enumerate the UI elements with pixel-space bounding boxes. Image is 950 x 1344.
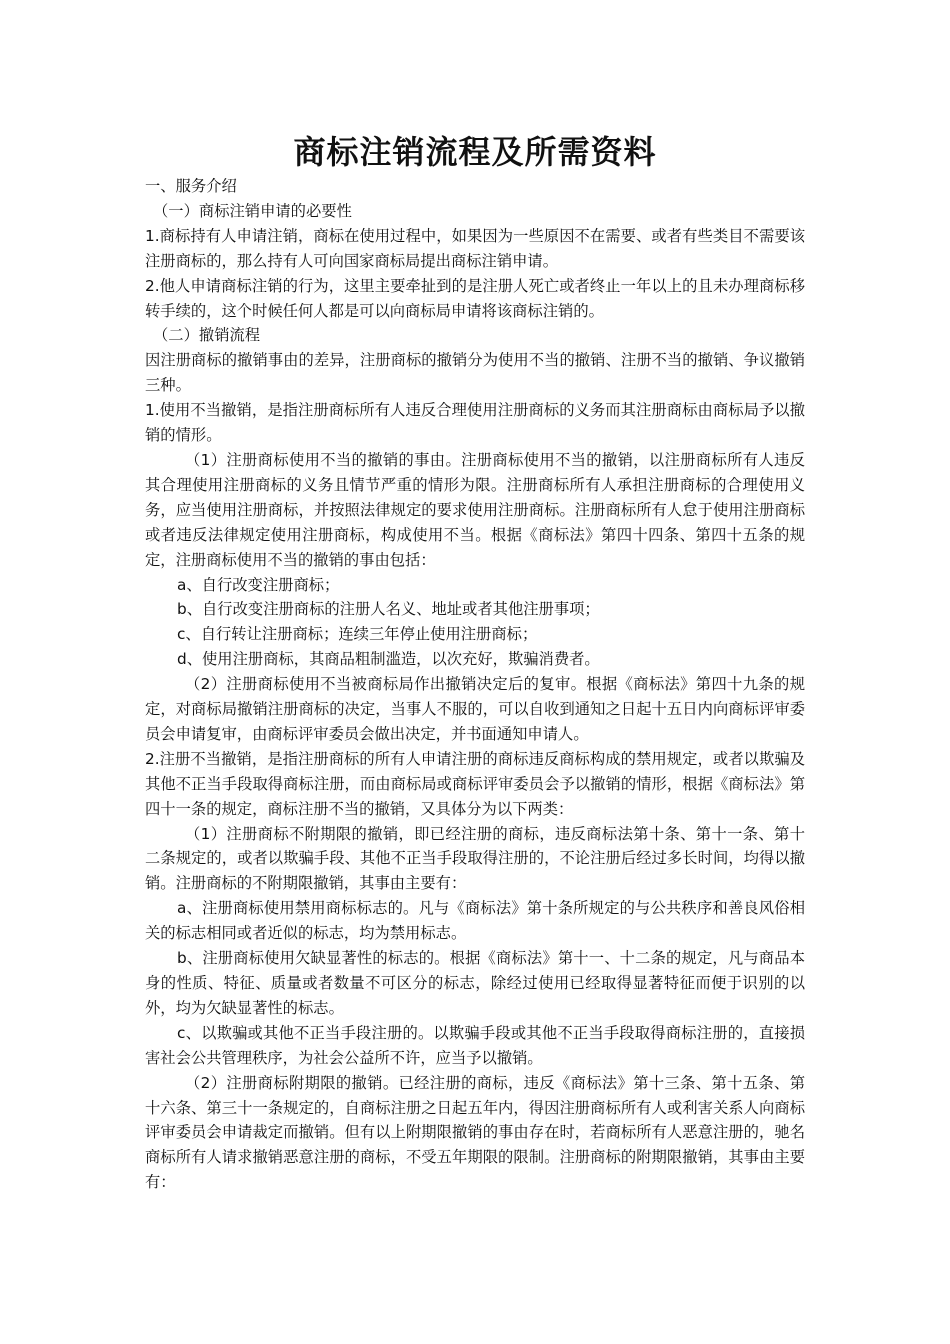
paragraph: 2.他人申请商标注销的行为，这里主要牵扯到的是注册人死亡或者终止一年以上的且未办理商标移转手续的，这个时候任何人都是可以向商标局申请将该商标注销的。: [145, 276, 805, 320]
paragraph: 2.注册不当撤销，是指注册商标的所有人申请注册的商标违反商标构成的禁用规定，或者以欺骗及其他不正当手段取得商标注册，而由商标局或商标评审委员会予以撤销的情形，根据《商标法》第四十一条的规定，商标注册不当的撤销，又具体分为以下两类：: [145, 749, 805, 818]
paragraph: 1.使用不当撤销，是指注册商标所有人违反合理使用注册商标的义务而其注册商标由商标局予以撤销的情形。: [145, 401, 805, 445]
subsection-heading: （二）撤销流程: [153, 326, 261, 345]
list-item: a、自行改变注册商标；: [177, 575, 340, 594]
list-item: d、使用注册商标，其商品粗制滥造，以次充好，欺骗消费者。: [177, 650, 600, 669]
subsection-heading: （一）商标注销申请的必要性: [153, 201, 352, 220]
list-item: a、注册商标使用禁用商标标志的。凡与《商标法》第十条所规定的与公共秩序和善良风俗相关的标志相同或者近似的标志，均为禁用标志。: [145, 899, 805, 943]
paragraph: 因注册商标的撤销事由的差异，注册商标的撤销分为使用不当的撤销、注册不当的撤销、争议撤销三种。: [145, 351, 805, 395]
paragraph: 1.商标持有人申请注销，商标在使用过程中，如果因为一些原因不在需要、或者有些类目不需要该注册商标的，那么持有人可向国家商标局提出商标注销申请。: [145, 226, 805, 270]
document-title: 商标注销流程及所需资料: [293, 133, 657, 171]
paragraph: （2）注册商标使用不当被商标局作出撤销决定后的复审。根据《商标法》第四十九条的规定，对商标局撤销注册商标的决定，当事人不服的，可以自收到通知之日起十五日内向商标评审委员会申请复审，由商标评审委员会做出决定，并书面通知申请人。: [145, 675, 805, 743]
list-item: c、以欺骗或其他不正当手段注册的。以欺骗手段或其他不正当手段取得商标注册的，直接损害社会公共管理秩序，为社会公益所不许，应当予以撤销。: [145, 1023, 805, 1067]
paragraph: （2）注册商标附期限的撤销。已经注册的商标，违反《商标法》第十三条、第十五条、第十六条、第三十一条规定的，自商标注册之日起五年内，得因注册商标所有人或利害关系人向商标评审委员会申请裁定而撤销。但有以上附期限撤销的事由存在时，若商标所有人恶意注册的，驰名商标所有人请求撤销恶意注册的商标，不受五年期限的限制。注册商标的附期限撤销，其事由主要有：: [145, 1073, 805, 1192]
section-heading: 一、服务介绍: [145, 177, 237, 195]
list-item: b、自行改变注册商标的注册人名义、地址或者其他注册事项；: [177, 600, 600, 619]
document-body: [145, 174, 805, 1195]
list-item: c、自行转让注册商标；连续三年停止使用注册商标；: [177, 625, 538, 644]
paragraph: （1）注册商标使用不当的撤销的事由。注册商标使用不当的撤销，以注册商标所有人违反其合理使用注册商标的义务且情节严重的情形为限。注册商标所有人承担注册商标的合理使用义务，应当使用注册商标，并按照法律规定的要求使用注册商标。注册商标所有人怠于使用注册商标或者违反法律规定使用注册商标，构成使用不当。根据《商标法》第四十四条、第四十五条的规定，注册商标使用不当的撤销的事由包括：: [145, 450, 805, 569]
list-item: b、注册商标使用欠缺显著性的标志的。根据《商标法》第十一、十二条的规定，凡与商品本身的性质、特征、质量或者数量不可区分的标志，除经过使用已经取得显著特征而便于识别的以外，均为欠缺显著性的标志。: [145, 949, 805, 1017]
paragraph: （1）注册商标不附期限的撤销，即已经注册的商标，违反商标法第十条、第十一条、第十二条规定的，或者以欺骗手段、其他不正当手段取得注册的，不论注册后经过多长时间，均得以撤销。注册商标的不附期限撤销，其事由主要有：: [145, 824, 805, 893]
